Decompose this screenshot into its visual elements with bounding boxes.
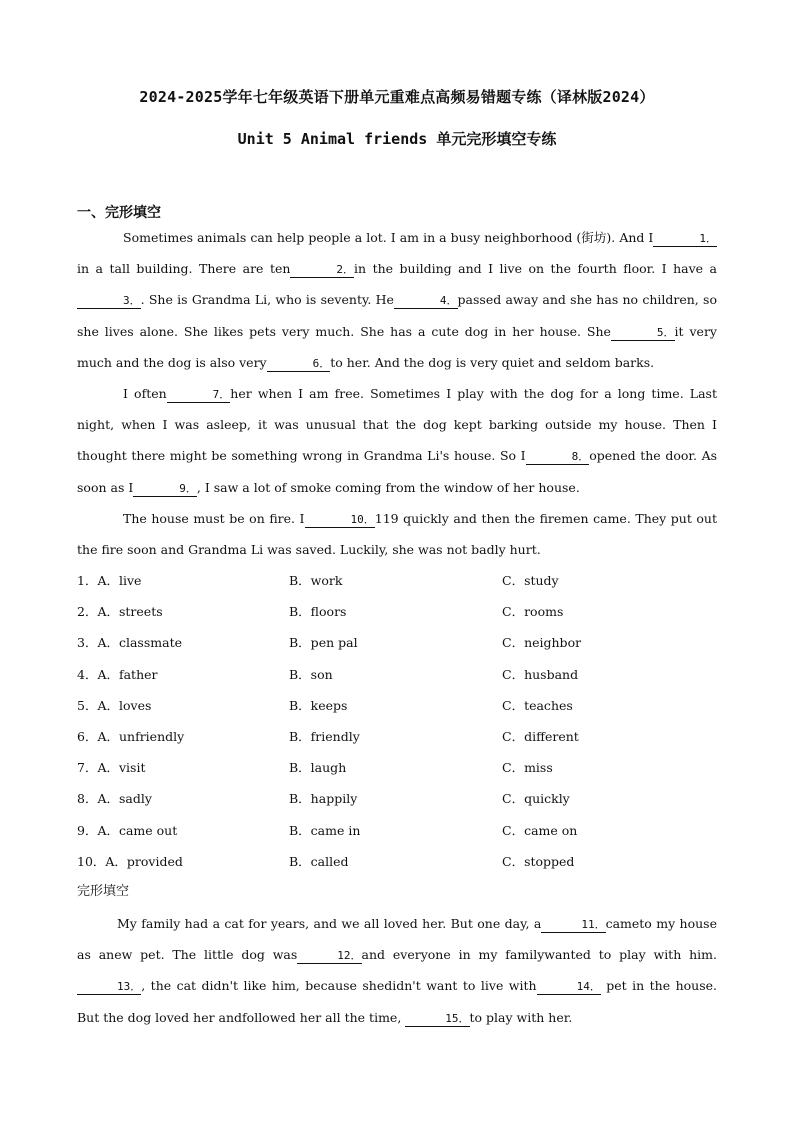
passage-text: it very much and the dog is also very bbox=[77, 323, 717, 370]
passage-paragraph bbox=[77, 222, 717, 378]
answer-blank-8[interactable]: 8． bbox=[526, 449, 590, 465]
option-b[interactable]: B．keeps bbox=[289, 697, 348, 713]
option-a[interactable]: 2．A．streets bbox=[77, 604, 163, 620]
passage-text: 119 quickly and then the firemen came. They put out the fire soon and Grandma Li was saved. Luckily, she was not badly hurt. bbox=[77, 510, 717, 558]
option-a[interactable]: 9．A．came out bbox=[77, 822, 178, 838]
option-c[interactable]: C．rooms bbox=[502, 604, 564, 620]
option-row bbox=[77, 627, 717, 658]
answer-blank-4[interactable]: 4． bbox=[394, 293, 458, 309]
worksheet-subtitle: Unit 5 Animal friends 单元完形填空专练 bbox=[237, 130, 557, 148]
answer-blank-9[interactable]: 9． bbox=[133, 481, 197, 497]
option-a[interactable]: 7．A．visit bbox=[77, 760, 146, 776]
option-c[interactable]: C．neighbor bbox=[502, 635, 582, 651]
passage-text: in a tall building. There are ten bbox=[77, 261, 291, 277]
passage-text: and everyone in my familywanted to play with him. bbox=[361, 947, 717, 963]
passage-text: I often bbox=[123, 386, 167, 402]
option-row bbox=[77, 721, 717, 752]
answer-blank-7[interactable]: 7． bbox=[167, 387, 231, 403]
answer-blank-1[interactable]: 1． bbox=[653, 231, 717, 247]
passage-text: her when I am free. Sometimes I play with the dog for a long time. Last night, when I was asleep, it was unusual that the dog kept barking outside my house. Then I thought there might be something wrong in Grandma Li's house. So I bbox=[77, 386, 717, 464]
passage-text: The house must be on fire. I bbox=[123, 510, 305, 526]
option-row bbox=[77, 690, 717, 721]
passage-text: opened the door. As soon as I bbox=[77, 448, 718, 495]
passage-text: Sometimes animals can help people a lot. I am in a busy neighborhood (街坊). And I bbox=[123, 230, 654, 245]
passage-paragraph bbox=[77, 378, 717, 503]
answer-blank-6[interactable]: 6． bbox=[267, 356, 331, 372]
option-c[interactable]: C．miss bbox=[502, 760, 553, 776]
option-b[interactable]: B．pen pal bbox=[289, 635, 358, 651]
option-b[interactable]: B．work bbox=[289, 573, 343, 588]
passage-text: pet in the house. But the dog loved her andfollowed her all the time, bbox=[77, 978, 717, 1025]
option-b[interactable]: B．son bbox=[289, 666, 333, 682]
option-c[interactable]: C．different bbox=[502, 728, 579, 744]
option-a[interactable]: 8．A．sadly bbox=[77, 791, 152, 807]
option-row bbox=[77, 752, 717, 783]
option-c[interactable]: C．came on bbox=[502, 822, 578, 838]
option-a[interactable]: 5．A．loves bbox=[77, 697, 152, 713]
passage-paragraph bbox=[77, 908, 717, 1033]
passage-text: My family had a cat for years, and we all loved her. But one day, a bbox=[117, 916, 542, 931]
option-b[interactable]: B．called bbox=[289, 853, 349, 869]
option-a[interactable]: 4．A．father bbox=[77, 666, 158, 682]
answer-blank-15[interactable]: 15． bbox=[405, 1011, 469, 1027]
option-row bbox=[77, 783, 717, 814]
answer-blank-5[interactable]: 5． bbox=[611, 325, 675, 341]
option-b[interactable]: B．happily bbox=[289, 791, 358, 807]
option-c[interactable]: C．teaches bbox=[502, 697, 573, 713]
option-row bbox=[77, 565, 717, 596]
answer-blank-14[interactable]: 14． bbox=[537, 979, 601, 995]
option-row bbox=[77, 846, 717, 877]
passage-text: to her. And the dog is very quiet and seldom barks. bbox=[330, 354, 655, 370]
passage-paragraph bbox=[77, 503, 717, 565]
answer-options bbox=[77, 565, 717, 877]
option-c[interactable]: C．husband bbox=[502, 666, 579, 682]
worksheet-title: 2024-2025学年七年级英语下册单元重难点高频易错题专练（译林版2024） bbox=[139, 88, 655, 106]
cloze-passage-2 bbox=[77, 908, 717, 1033]
answer-blank-13[interactable]: 13． bbox=[77, 979, 141, 995]
answer-blank-3[interactable]: 3． bbox=[77, 293, 141, 309]
option-a[interactable]: 1．A．live bbox=[77, 573, 142, 588]
passage-text: cameto my house as anew pet. The little dog was bbox=[77, 916, 717, 963]
passage-text: , I saw a lot of smoke coming from the window of her house. bbox=[196, 479, 580, 495]
option-row bbox=[77, 596, 717, 627]
option-c[interactable]: C．quickly bbox=[502, 791, 570, 807]
passage-text: to play with her. bbox=[469, 1009, 573, 1025]
passage-text: in the building and I live on the fourth floor. I have a bbox=[354, 261, 718, 277]
answer-blank-2[interactable]: 2． bbox=[290, 262, 354, 278]
passage-text: passed away and she has no children, so she lives alone. She likes pets very much. She has a cute dog in her house. She bbox=[77, 292, 717, 339]
answer-blank-10[interactable]: 10． bbox=[305, 512, 375, 528]
option-a[interactable]: 10．A．provided bbox=[77, 853, 183, 869]
answer-blank-12[interactable]: 12． bbox=[297, 948, 361, 964]
section-heading-cloze: 一、完形填空 bbox=[77, 205, 161, 221]
passage-text: . She is Grandma Li, who is seventy. He bbox=[140, 292, 394, 308]
option-row bbox=[77, 815, 717, 846]
option-row bbox=[77, 659, 717, 690]
option-b[interactable]: B．laugh bbox=[289, 760, 347, 776]
answer-blank-11[interactable]: 11． bbox=[541, 917, 605, 933]
option-a[interactable]: 6．A．unfriendly bbox=[77, 728, 185, 744]
section-heading-cloze-2: 完形填空 bbox=[77, 884, 130, 899]
passage-text: , the cat didn't like him, because shedidn't want to live with bbox=[141, 978, 537, 994]
option-b[interactable]: B．friendly bbox=[289, 728, 360, 744]
option-a[interactable]: 3．A．classmate bbox=[77, 635, 182, 651]
option-b[interactable]: B．came in bbox=[289, 822, 361, 838]
option-c[interactable]: C．study bbox=[502, 573, 559, 588]
cloze-passage-1 bbox=[77, 222, 717, 565]
option-b[interactable]: B．floors bbox=[289, 604, 347, 620]
option-c[interactable]: C．stopped bbox=[502, 853, 575, 869]
